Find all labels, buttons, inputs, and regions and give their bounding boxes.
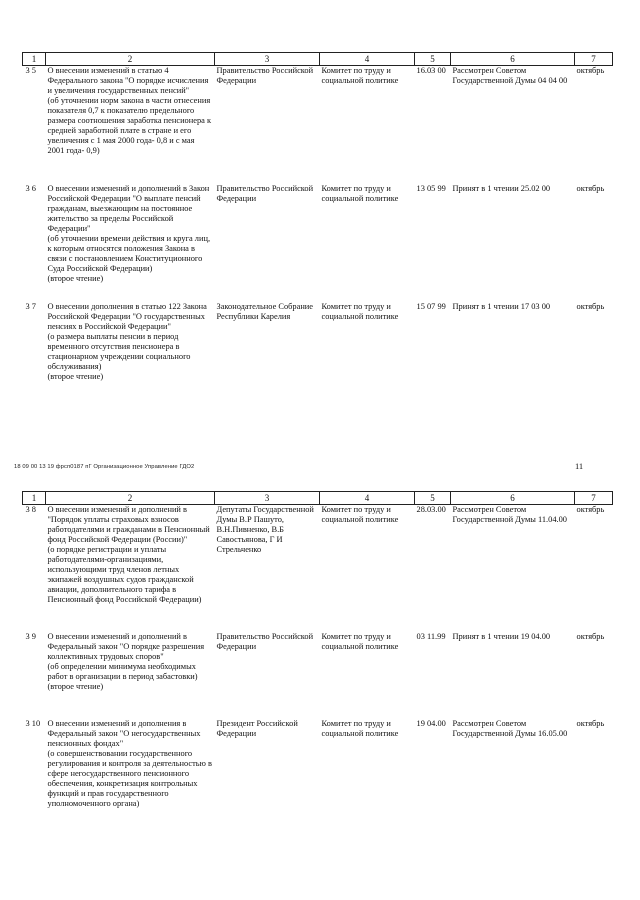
planned-month: октябрь (576, 718, 605, 728)
column-number: 2 (46, 492, 215, 505)
submission-date: 03 11.99 (416, 631, 446, 641)
column-number-row (23, 53, 613, 66)
column-number: 4 (320, 53, 415, 66)
planned-month: октябрь (576, 183, 605, 193)
submission-date: 16.03 00 (416, 66, 446, 75)
document-footer-code: 18 09 00 13 19 фрсп0187 пГ Организационное Управление ГДО2 (14, 464, 195, 470)
bill-author: Законодательное Собрание Республики Карелия (216, 301, 314, 321)
column-number: 1 (23, 53, 46, 66)
bill-table-1 (22, 52, 612, 397)
bill-description: О внесении дополнения в статью 122 Закона Российской Федерации "О государственных пенсиях в Российской Федерации" (о размера выплаты пенсии в период временного отсутствия пенсионера в стационарном учреждении социального обслуживания) (второе чтение) (47, 301, 207, 381)
column-number: 6 (451, 492, 575, 505)
item-number: 3 6 (25, 183, 36, 193)
item-number: 3 7 (25, 301, 36, 311)
item-number: 3 10 (25, 718, 41, 728)
bill-description: О внесении изменений и дополнения в Федеральный закон "О негосударственных пенсионных фондах" (о совершенствовании государственного регулирования и контроля за деятельностью в сфере негосударственного пенсионного обеспечения, конкретизация контрольных функций и прав государственного уполномоченного органа) (47, 718, 212, 808)
bill-status: Рассмотрен Советом Государственной Думы 11.04.00 (452, 505, 567, 524)
planned-month: октябрь (576, 505, 605, 514)
responsible-committee: Комитет по труду и социальной политике (321, 505, 399, 524)
planned-month: октябрь (576, 66, 605, 75)
responsible-committee: Комитет по труду и социальной политике (321, 66, 399, 85)
submission-date: 13 05 99 (416, 183, 446, 193)
item-number: 3 9 (25, 631, 36, 641)
bill-author: Президент Российской Федерации (216, 718, 298, 738)
bill-author: Правительство Российской Федерации (216, 631, 314, 651)
bill-description: О внесении изменений и дополнений в "Порядок уплаты страховых взносов работодателями и гражданами в Пенсионный фонд Российской Федерации (России)" (о порядке регистрации и уплаты работодателями-организациями, использующими труд членов летных экипажей воздушных судов гражданской авиации, дополнительного тарифа в Пенсионный фонд Российской Федерации) (47, 505, 210, 604)
planned-month: октябрь (576, 631, 605, 641)
bill-description: О внесении изменений и дополнений в Федеральный закон "О порядке разрешения коллективных трудовых споров" (об определении минимума необходимых работ в организации в период забастовки) (второе чтение) (47, 631, 205, 691)
table-row (23, 719, 613, 839)
column-number: 5 (415, 53, 451, 66)
table-row (23, 632, 613, 719)
item-number: 3 5 (25, 66, 36, 75)
bill-description: О внесении изменений и дополнений в Закон Российской Федерации "О выплате пенсий гражданам, выезжающим на постоянное жительство за пределы Российской Федерации" (об уточнении времени действия и круга лиц, к которым относятся положения Закона в связи с постановлением Конституционного Суда Российской Федерации) (второе чтение) (47, 183, 211, 283)
column-number: 4 (320, 492, 415, 505)
table-row (23, 66, 613, 184)
column-number: 2 (46, 53, 215, 66)
bill-author: Депутаты Государственной Думы В.Р Пашуто, В.Н.Пивненко, В.Б Савостьянова, Г И Стрельченко (216, 505, 314, 554)
column-number: 7 (575, 53, 613, 66)
responsible-committee: Комитет по труду и социальной политике (321, 301, 399, 321)
table-row (23, 505, 613, 632)
planned-month: октябрь (576, 301, 605, 311)
responsible-committee: Комитет по труду и социальной политике (321, 183, 399, 203)
bill-status: Принят в 1 чтении 25.02 00 (452, 183, 551, 193)
item-number: 3 8 (25, 505, 36, 514)
bill-author: Правительство Российской Федерации (216, 66, 314, 85)
column-number-row (23, 492, 613, 505)
bill-status: Рассмотрен Советом Государственной Думы 16.05.00 (452, 718, 568, 738)
submission-date: 19 04.00 (416, 718, 446, 728)
table-row (23, 302, 613, 397)
column-number: 3 (215, 53, 320, 66)
column-number: 5 (415, 492, 451, 505)
bill-author: Правительство Российской Федерации (216, 183, 314, 203)
responsible-committee: Комитет по труду и социальной политике (321, 718, 399, 738)
column-number: 1 (23, 492, 46, 505)
column-number: 3 (215, 492, 320, 505)
responsible-committee: Комитет по труду и социальной политике (321, 631, 399, 651)
bill-table-2 (22, 491, 612, 839)
bill-status: Рассмотрен Советом Государственной Думы 04 04 00 (452, 66, 568, 85)
column-number: 6 (451, 53, 575, 66)
submission-date: 15 07 99 (416, 301, 446, 311)
bill-description: О внесении изменений в статью 4 Федерального закона "О порядке исчисления и увеличения государственных пенсий" (об уточнении норм закона в части отнесения показателя 0,7 к показателю предельного размера соотношения заработка пенсионера к средней заработной плате в стране и его увеличения с 1 мая 2000 года- 0,8 и с мая 2001 года- 0,9) (47, 66, 212, 155)
table-row (23, 184, 613, 302)
submission-date: 28.03.00 (416, 505, 446, 514)
page-number: 11 (575, 461, 584, 471)
bill-status: Принят в 1 чтении 17 03 00 (452, 301, 551, 311)
bill-status: Принят в 1 чтении 19 04.00 (452, 631, 551, 641)
column-number: 7 (575, 492, 613, 505)
